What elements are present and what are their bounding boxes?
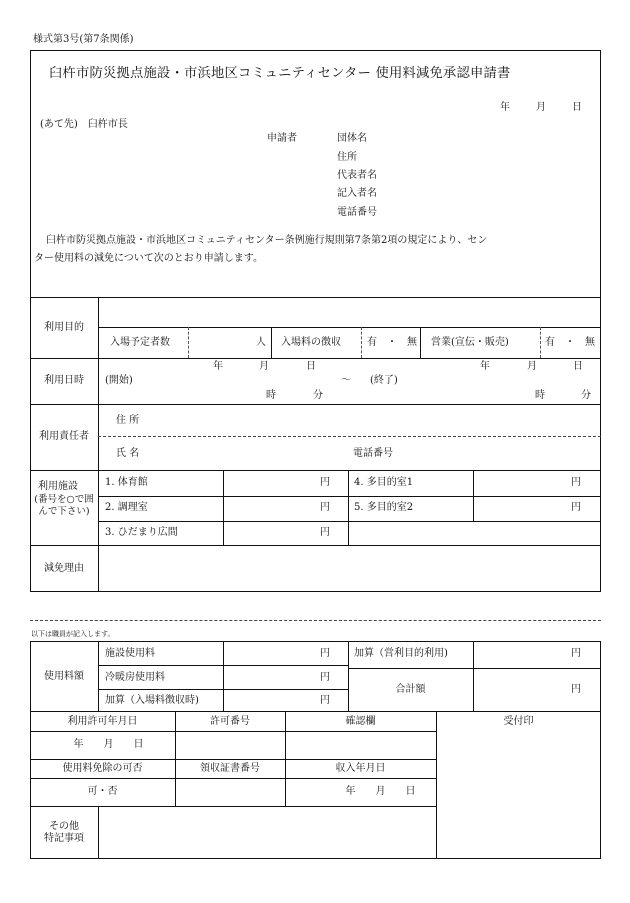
income-date-label: 収入年月日 bbox=[335, 762, 386, 774]
attendees-label: 入場予定者数 bbox=[110, 337, 170, 348]
form-title: 臼杵市防災拠点施設・市浜地区コミュニティセンター 使用料減免承認申請書 bbox=[49, 66, 511, 81]
applicant-writer[interactable]: 記入者名 bbox=[337, 188, 377, 199]
start-minute: 分 bbox=[313, 390, 323, 401]
facility-label: 利用施設 bbox=[38, 481, 78, 492]
applicant-address[interactable]: 住所 bbox=[337, 152, 357, 163]
end-minute: 分 bbox=[581, 390, 591, 401]
end-day: 日 bbox=[573, 361, 583, 372]
cut-line bbox=[30, 620, 601, 621]
exemption-label: 使用料免除の可否 bbox=[62, 762, 143, 774]
check-label: 確認欄 bbox=[345, 715, 376, 727]
business-label: 営業(宣伝・販売) bbox=[431, 337, 509, 348]
purpose-label: 利用目的 bbox=[44, 321, 84, 333]
facility-item-hall[interactable]: 3. ひだまり広間 bbox=[105, 527, 178, 538]
intro-text-line2: ター使用料の減免について次のとおり申請します。 bbox=[34, 253, 263, 264]
responsible-label: 利用責任者 bbox=[39, 431, 89, 443]
purpose-input[interactable] bbox=[100, 300, 598, 325]
end-hour: 時 bbox=[535, 390, 545, 401]
admission-label: 入場料の徴収 bbox=[281, 337, 341, 348]
date-year: 年 bbox=[500, 102, 510, 113]
reception-stamp-label: 受付印 bbox=[503, 715, 534, 727]
date-month: 月 bbox=[536, 102, 546, 113]
end-label: (終了) bbox=[370, 375, 398, 386]
receipt-no-label: 領収証書番号 bbox=[200, 762, 260, 774]
form-number: 様式第3号(第7条関係) bbox=[33, 34, 134, 45]
fee-facility-yen: 円 bbox=[320, 648, 330, 659]
applicant-representative[interactable]: 代表者名 bbox=[337, 170, 377, 181]
fee-surcharge-business-label: 加算（営利目的利用) bbox=[354, 648, 448, 659]
fee-ac-yen: 円 bbox=[320, 672, 330, 683]
facility-item-gym[interactable]: 1. 体育館 bbox=[105, 477, 148, 488]
responsible-name-label: 氏 名 bbox=[116, 448, 140, 459]
end-month: 月 bbox=[527, 361, 537, 372]
exemption-choice[interactable]: 可・否 bbox=[87, 786, 118, 798]
fee-ac-label: 冷暖房使用料 bbox=[105, 672, 165, 683]
fee-total-yen: 円 bbox=[571, 684, 581, 695]
applicant-org-name[interactable]: 団体名 bbox=[337, 133, 367, 144]
business-choice[interactable]: 有 ・ 無 bbox=[545, 337, 595, 348]
facility-item-cooking[interactable]: 2. 調理室 bbox=[105, 502, 148, 513]
addressee: (あて先) 臼杵市長 bbox=[40, 119, 128, 130]
facility-cooking-yen: 円 bbox=[320, 502, 330, 513]
responsible-phone-label: 電話番号 bbox=[353, 448, 393, 459]
fee-facility-label: 施設使用料 bbox=[105, 648, 155, 659]
start-label: (開始) bbox=[105, 375, 133, 386]
fee-surcharge-business-yen: 円 bbox=[571, 648, 581, 659]
fee-total-label: 合計額 bbox=[395, 684, 426, 696]
fee-label: 使用料額 bbox=[44, 670, 84, 682]
other-notes-label: その他 特記事項 bbox=[44, 821, 84, 844]
start-day: 日 bbox=[306, 361, 316, 372]
staff-note: 以下は職員が記入します。 bbox=[31, 630, 115, 638]
facility-gym-yen: 円 bbox=[320, 477, 330, 488]
permit-date-label: 利用許可年月日 bbox=[67, 715, 138, 727]
facility-multi2-yen: 円 bbox=[571, 502, 581, 513]
fee-surcharge-admission-label: 加算（入場料徴収時) bbox=[105, 695, 199, 706]
reason-input[interactable] bbox=[100, 548, 598, 589]
responsible-address-label: 住 所 bbox=[116, 415, 140, 426]
admission-choice[interactable]: 有 ・ 無 bbox=[367, 337, 417, 348]
start-hour: 時 bbox=[266, 390, 276, 401]
fee-surcharge-admission-yen: 円 bbox=[320, 695, 330, 706]
facility-item-multi1[interactable]: 4. 多目的室1 bbox=[354, 477, 414, 488]
end-year: 年 bbox=[480, 361, 490, 372]
datetime-label: 利用日時 bbox=[44, 375, 84, 387]
permit-date-value: 年 月 日 bbox=[73, 739, 144, 751]
applicant-phone[interactable]: 電話番号 bbox=[337, 207, 377, 218]
applicant-label: 申請者 bbox=[267, 133, 297, 144]
permit-no-label: 許可番号 bbox=[210, 715, 250, 727]
tilde: ～ bbox=[341, 375, 351, 386]
attendees-unit: 人 bbox=[256, 337, 266, 348]
start-month: 月 bbox=[259, 361, 269, 372]
facility-item-multi2[interactable]: 5. 多目的室2 bbox=[354, 502, 414, 513]
facility-note: (番号を○で囲んで下さい) bbox=[34, 494, 94, 517]
intro-text-line1: 臼杵市防災拠点施設・市浜地区コミュニティセンター条例施行規則第7条第2項の規定により、セン bbox=[46, 235, 488, 246]
facility-multi1-yen: 円 bbox=[571, 477, 581, 488]
reason-label: 減免理由 bbox=[44, 562, 84, 574]
start-year: 年 bbox=[213, 361, 223, 372]
income-date-value: 年 月 日 bbox=[345, 786, 416, 798]
facility-hall-yen: 円 bbox=[320, 527, 330, 538]
date-day: 日 bbox=[572, 102, 582, 113]
